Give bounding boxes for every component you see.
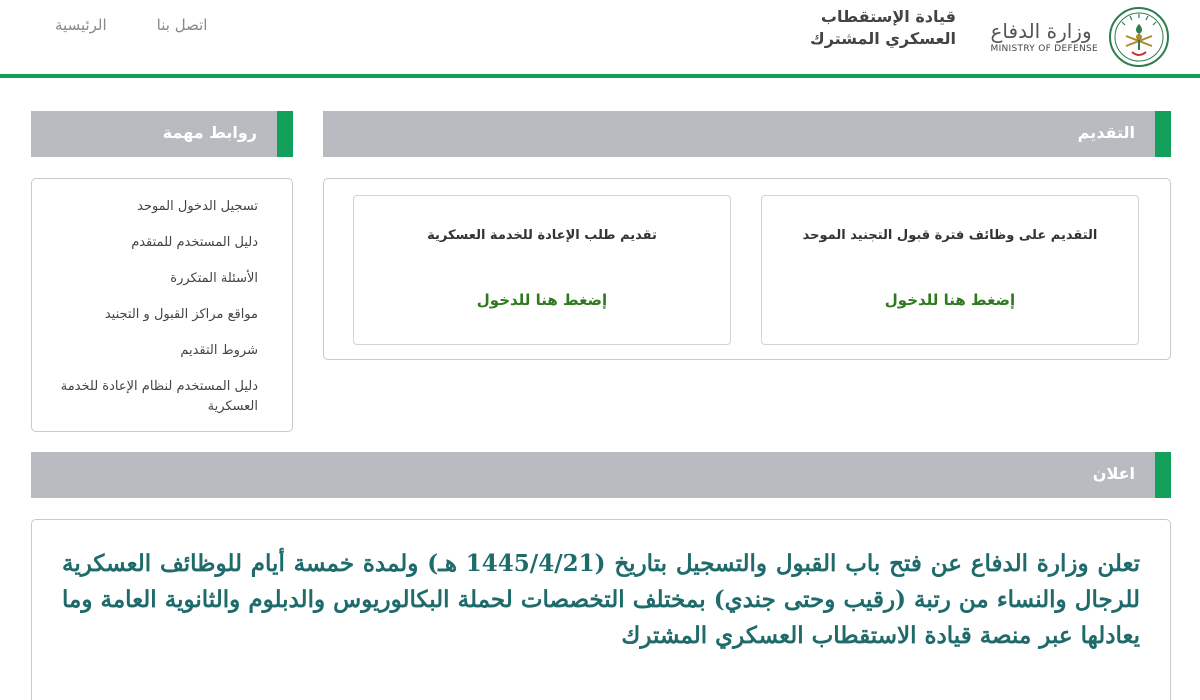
important-links-list — [32, 179, 292, 417]
links-section-title: روابط مهمة — [162, 123, 257, 142]
apply-section-header — [323, 111, 1171, 157]
important-links-box — [31, 178, 293, 432]
link-reinstatement-guide[interactable]: دليل المستخدم لنظام الإعادة للخدمة العسكرية — [60, 379, 258, 414]
unified-recruitment-title: التقديم على وظائف فترة قبول التجنيد الموحد — [802, 228, 1098, 243]
command-title-line2: العسكري المشترك — [810, 29, 956, 48]
links-section-header — [31, 111, 293, 157]
apply-section-title: التقديم — [1077, 123, 1135, 142]
link-recruitment-centers[interactable]: مواقع مراكز القبول و التجنيد — [104, 307, 258, 322]
ministry-name-en: MINISTRY OF DEFENSE — [990, 44, 1098, 54]
reinstatement-card[interactable] — [353, 195, 731, 345]
link-application-conditions[interactable]: شروط التقديم — [180, 343, 258, 358]
unified-recruitment-card[interactable] — [761, 195, 1139, 345]
announcement-title: اعلان — [1092, 464, 1135, 483]
unified-recruitment-login-link[interactable]: إضغط هنا للدخول — [884, 291, 1016, 309]
ministry-name-ar: وزارة الدفاع — [990, 19, 1092, 43]
command-title-line1: قيادة الإستقطاب — [820, 7, 956, 26]
reinstatement-title: تقديم طلب الإعادة للخدمة العسكرية — [427, 228, 657, 243]
announcement-header — [31, 452, 1171, 498]
top-nav — [55, 16, 207, 34]
link-faq[interactable]: الأسئلة المتكررة — [170, 271, 258, 286]
link-applicant-guide[interactable]: دليل المستخدم للمتقدم — [131, 235, 258, 250]
announcement-text: تعلن وزارة الدفاع عن فتح باب القبول والتسجيل بتاريخ (1445/4/21 هـ) ولمدة خمسة أيام للوظائف العسكرية للرجال والنساء من رتبة (رقيب وحتى جندي) بمختلف التخصصات لحملة البكالوريوس والدبلوم والثانوية العامة وما يعادلها عبر منصة قيادة الاستقطاب العسكري المشترك — [62, 550, 1140, 649]
nav-home-link[interactable]: الرئيسية — [55, 16, 107, 34]
apply-cards-container — [323, 178, 1171, 360]
link-unified-login[interactable]: تسجيل الدخول الموحد — [137, 199, 258, 214]
reinstatement-login-link[interactable]: إضغط هنا للدخول — [476, 291, 608, 309]
saudi-mod-emblem-icon — [1108, 6, 1170, 68]
header-divider — [0, 74, 1200, 78]
announcement-box — [31, 519, 1171, 700]
ministry-brand[interactable] — [991, 0, 1171, 74]
site-header — [0, 0, 1200, 76]
command-title[interactable] — [786, 6, 956, 50]
ministry-name — [991, 19, 1099, 55]
nav-contact-link[interactable]: اتصل بنا — [156, 16, 208, 34]
